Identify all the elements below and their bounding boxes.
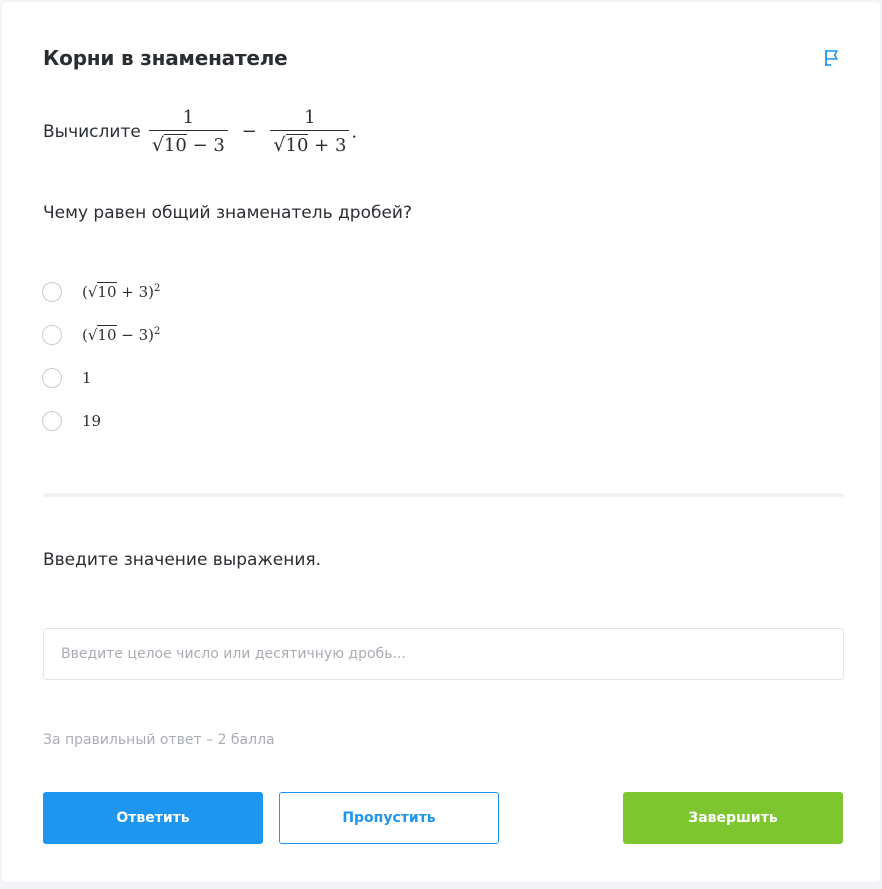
option-label xyxy=(82,283,160,301)
fraction-2-denominator xyxy=(270,130,349,158)
answer-input[interactable] xyxy=(43,628,844,680)
points-note: За правильный ответ – 2 балла xyxy=(43,732,275,748)
radio-button[interactable] xyxy=(42,368,62,388)
option-radicand: 10 xyxy=(97,326,117,344)
fraction-1-denominator xyxy=(149,130,228,158)
radio-button[interactable] xyxy=(42,282,62,302)
radio-button[interactable] xyxy=(42,411,62,431)
minus-operator: − xyxy=(241,121,257,142)
option-open: (√ xyxy=(82,326,98,344)
period: . xyxy=(351,121,358,142)
fraction-1-numerator: 1 xyxy=(182,106,195,128)
answer-button[interactable]: Ответить xyxy=(43,792,263,844)
option-label xyxy=(82,326,160,344)
fraction-2 xyxy=(270,107,349,158)
sqrt-symbol: √ xyxy=(151,133,164,156)
sqrt-symbol: √ xyxy=(273,133,286,156)
task-expression xyxy=(147,107,357,158)
option-label: 1 xyxy=(82,369,92,387)
finish-button[interactable]: Завершить xyxy=(623,792,843,844)
page-title: Корни в знаменателе xyxy=(43,46,288,70)
option-exponent: 2 xyxy=(154,326,161,337)
radicand: 10 xyxy=(163,134,187,156)
fraction-2-numerator: 1 xyxy=(304,106,316,128)
option-rest: + 3) xyxy=(116,283,155,301)
radicand: 10 xyxy=(285,134,309,156)
option-2[interactable] xyxy=(42,323,160,347)
option-1[interactable] xyxy=(42,280,160,304)
denominator-rest: + 3 xyxy=(314,134,347,156)
option-3[interactable] xyxy=(42,366,92,390)
task-card xyxy=(2,2,880,882)
section-divider xyxy=(43,493,844,497)
option-rest: − 3) xyxy=(116,326,155,344)
option-label: 19 xyxy=(82,412,102,430)
task-label: Вычислите xyxy=(43,122,141,142)
option-4[interactable] xyxy=(42,409,101,433)
option-exponent: 2 xyxy=(154,283,161,294)
denominator-rest: − 3 xyxy=(192,134,225,156)
skip-button[interactable]: Пропустить xyxy=(279,792,499,844)
flag-icon[interactable] xyxy=(822,48,842,68)
task-statement xyxy=(43,104,357,160)
option-radicand: 10 xyxy=(97,283,117,301)
answer-prompt: Введите значение выражения. xyxy=(43,550,322,570)
question-text: Чему равен общий знаменатель дробей? xyxy=(43,203,413,223)
fraction-1 xyxy=(149,107,228,158)
option-open: (√ xyxy=(82,283,98,301)
radio-button[interactable] xyxy=(42,325,62,345)
